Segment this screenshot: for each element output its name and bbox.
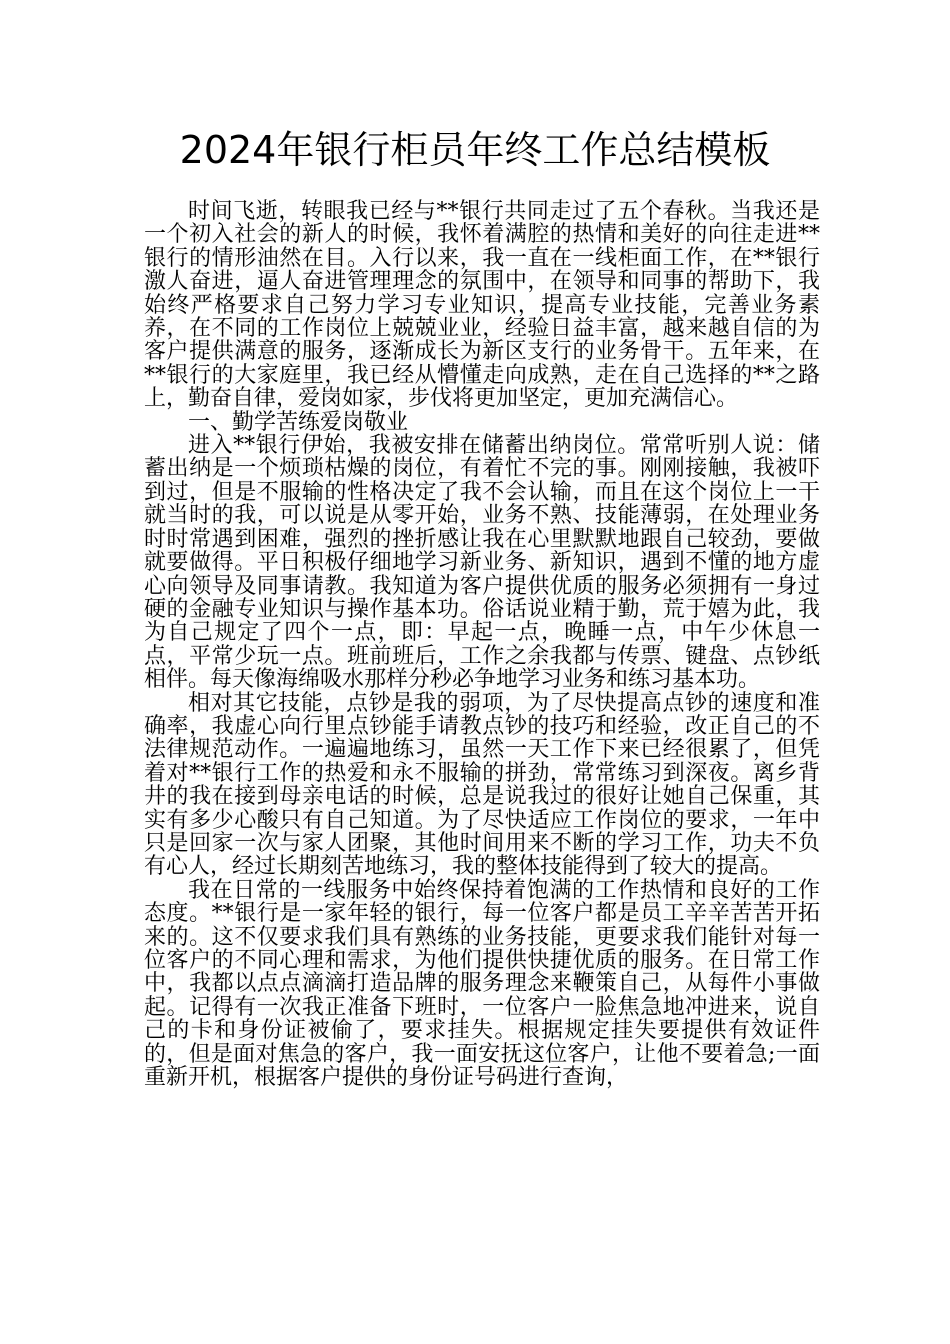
document-body — [144, 200, 820, 1089]
paragraph-body: 我在日常的一线服务中始终保持着饱满的工作热情和良好的工作态度。**银行是一家年轻的银行，每一位客户都是员工辛辛苦苦开拓来的。这不仅要求我们具有熟练的业务技能，更要求我们能针对每一位客户的不同心理和需求，为他们提供快捷优质的服务。在日常工作中，我都以点点滴滴打造品牌的服务理念来鞭策自己，从每件小事做起。记得有一次我正准备下班时，一位客户一脸焦急地冲进来，说自己的卡和身份证被偷了，要求挂失。根据规定挂失要提供有效证件的，但是面对焦急的客户，我一面安抚这位客户，让他不要着急;一面重新开机，根据客户提供的身份证号码进行查询， — [144, 877, 820, 1091]
paragraph-body: 相对其它技能，点钞是我的弱项，为了尽快提高点钞的速度和准确率，我虚心向行里点钞能手请教点钞的技巧和经验，改正自己的不法律规范动作。一遍遍地练习，虽然一天工作下来已经很累了，但凭着对**银行工作的热爱和永不服输的拼劲，常常练习到深夜。离乡背井的我在接到母亲电话的时候，总是说我过的很好让她自己保重，其实有多少心酸只有自己知道。为了尽快适应工作岗位的要求，一年中只是回家一次与家人团聚，其他时间用来不断的学习工作，功夫不负有心人，经过长期刻苦地练习，我的整体技能得到了较大的提高。 — [144, 690, 820, 880]
section-heading: 一、勤学苦练爱岗敬业 — [188, 409, 409, 435]
paragraph-intro: 时间飞逝，转眼我已经与**银行共同走过了五个春秋。当我还是一个初入社会的新人的时候，我怀着满腔的热情和美好的向往走进**银行的情形油然在目。入行以来，我一直在一线柜面工作，在**银行激人奋进，逼人奋进管理理念的氛围中，在领导和同事的帮助下，我始终严格要求自己努力学习专业知识，提高专业技能，完善业务素养，在不同的工作岗位上兢兢业业，经验日益丰富，越来越自信的为客户提供满意的服务，逐渐成长为新区支行的业务骨干。五年来，在**银行的大家庭里，我已经从懵懂走向成熟，走在自己选择的**之路上，勤奋自律，爱岗如家，步伐将更加坚定，更加充满信心。 — [144, 199, 820, 412]
paragraph-body: 进入**银行伊始，我被安排在储蓄出纳岗位。常常听别人说：储蓄出纳是一个烦琐枯燥的岗位，有着忙不完的事。刚刚接触，我被吓到过，但是不服输的性格决定了我不会认输，而且在这个岗位上一干就当时的我，可以说是从零开始，业务不熟、技能薄弱，在处理业务时时常遇到困难，强烈的挫折感让我在心里默默地跟自己较劲，要做就要做得。平日积极仔细地学习新业务、新知识，遇到不懂的地方虚心向领导及同事请教。我知道为客户提供优质的服务必须拥有一身过硬的金融专业知识与操作基本功。俗话说业精于勤，荒于嬉为此，我为自己规定了四个一点，即：早起一点，晚睡一点，中午少休息一点，平常少玩一点。班前班后，工作之余我都与传票、键盘、点钞纸相伴。每天像海绵吸水那样分秒必争地学习业务和练习基本功。 — [144, 433, 820, 693]
document-title: 2024年银行柜员年终工作总结模板 — [179, 128, 771, 172]
